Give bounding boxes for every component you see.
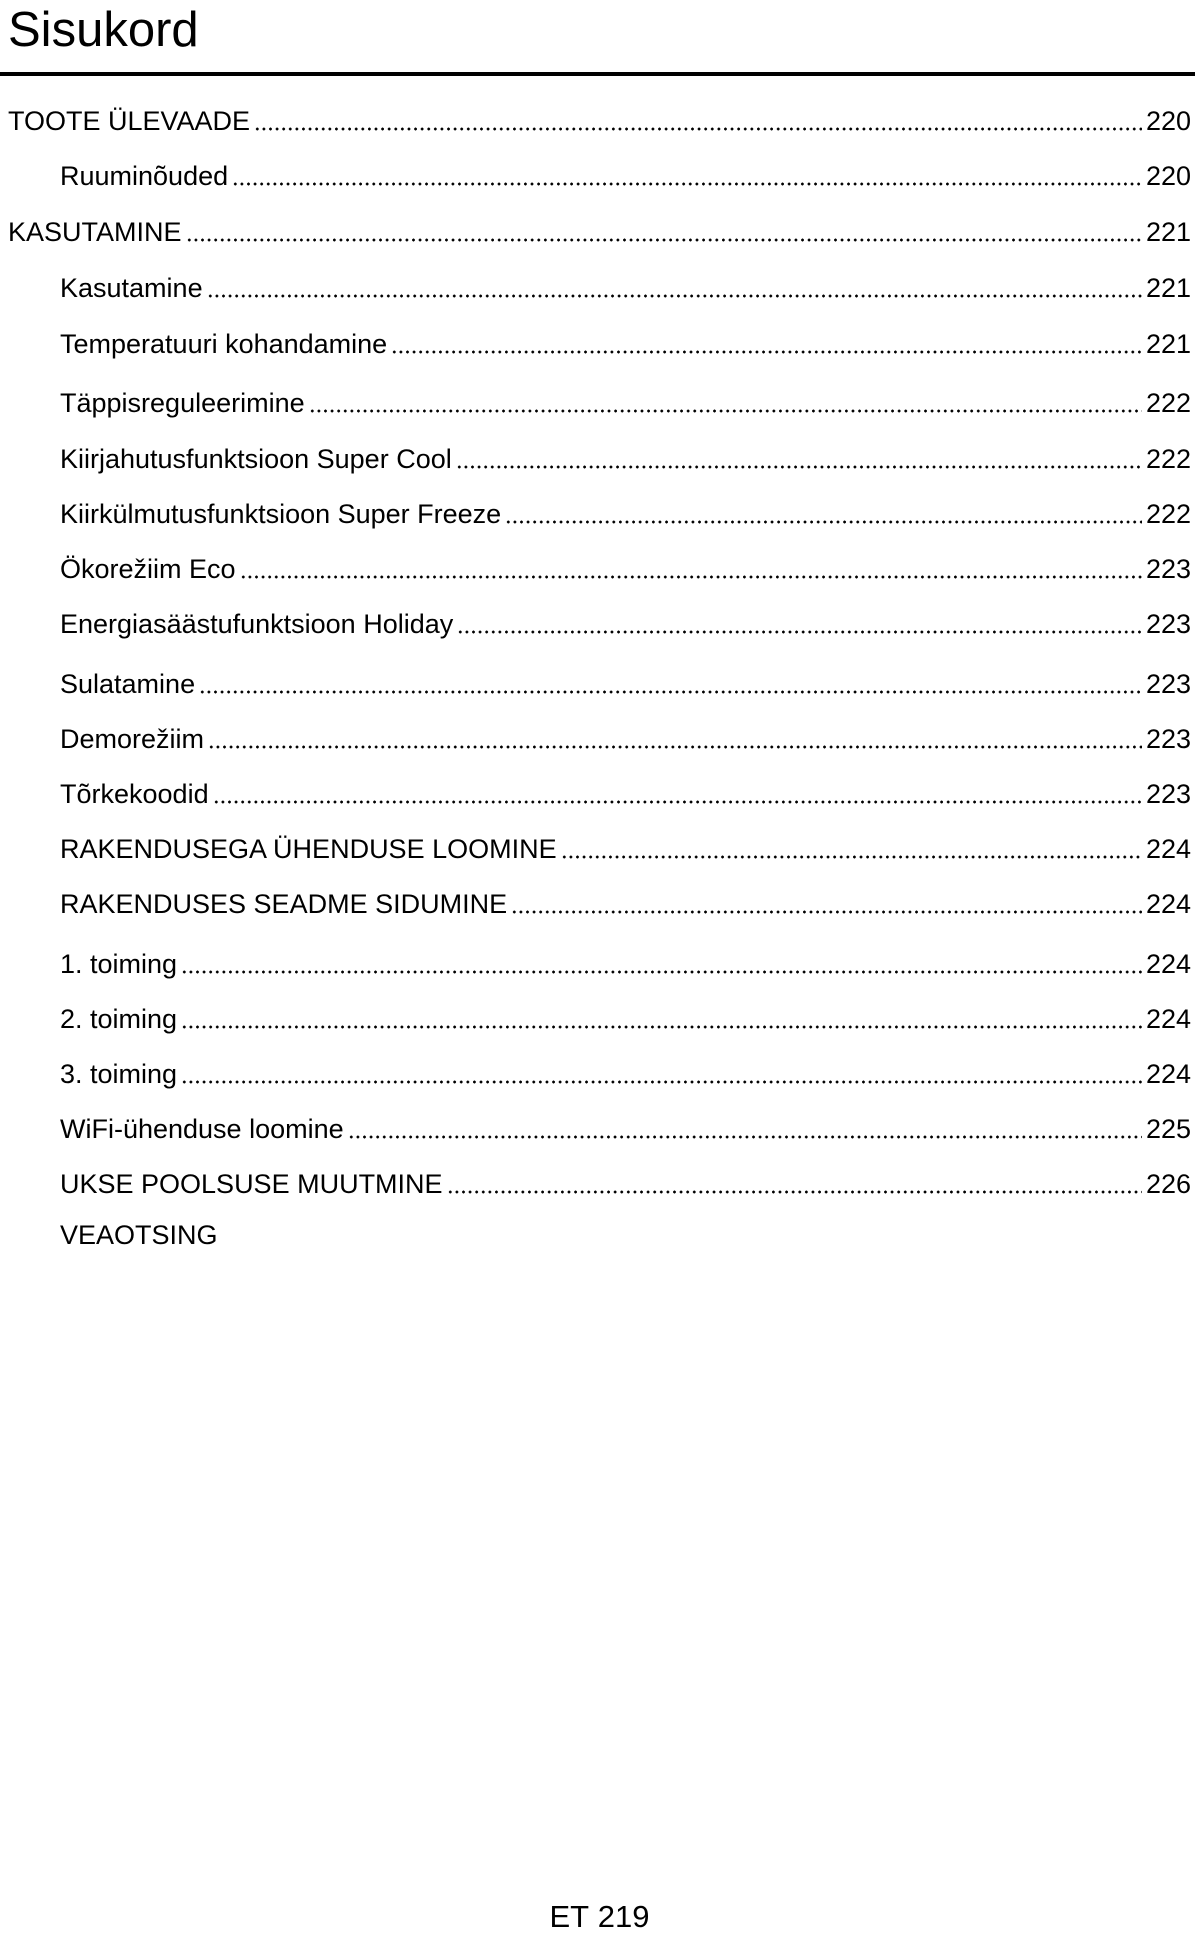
dot-leader	[309, 382, 1142, 414]
toc-entry-kasutamine[interactable]	[60, 265, 1191, 305]
toc-entry-veaotsing[interactable]	[60, 1212, 1191, 1252]
toc-entry-demorezim[interactable]	[60, 716, 1191, 756]
toc-entry-page: 222	[1145, 388, 1191, 418]
dot-leader	[561, 828, 1142, 860]
toc-entry-page: 226	[1145, 1169, 1191, 1199]
toc-entry-page: 223	[1145, 779, 1191, 809]
toc-entry-page: 224	[1145, 1059, 1191, 1089]
footer-language-code: ET	[549, 1899, 590, 1934]
toc-entry-toiming-1[interactable]	[60, 941, 1191, 981]
dot-leader	[505, 493, 1142, 525]
toc-entry-sulatamine[interactable]	[60, 661, 1191, 701]
toc-entry-label: UKSE POOLSUSE MUUTMINE	[60, 1169, 443, 1199]
toc-entry-label: TOOTE ÜLEVAADE	[8, 106, 251, 136]
toc-entry-label: KASUTAMINE	[8, 217, 182, 247]
dot-leader	[181, 998, 1142, 1030]
toc-entry-label: VEAOTSING	[60, 1220, 218, 1250]
toc-entry-rakendusega-uhenduse-loomine[interactable]	[60, 826, 1191, 866]
toc-entry-label: Demorežiim	[60, 724, 205, 754]
toc-entry-super-cool[interactable]	[60, 436, 1191, 476]
toc-entry-page: 222	[1145, 499, 1191, 529]
toc-entry-holiday[interactable]	[60, 601, 1191, 641]
toc-entry-page: 221	[1145, 329, 1191, 359]
toc-entry-page: 223	[1145, 724, 1191, 754]
toc-entry-ukse-poolsuse-muutmine[interactable]	[60, 1161, 1191, 1201]
toc-entry-label: Täppisreguleerimine	[60, 388, 305, 418]
toc-entry-page: 221	[1145, 217, 1191, 247]
dot-leader	[240, 548, 1142, 580]
toc-entry-page: 221	[1145, 273, 1191, 303]
toc-entry-temperatuuri-kohandamine[interactable]	[60, 321, 1191, 361]
toc-entry-toiming-2[interactable]	[60, 996, 1191, 1036]
toc-entry-page: 224	[1145, 889, 1191, 919]
toc-entry-page: 220	[1145, 161, 1191, 191]
toc-entry-label: Sulatamine	[60, 669, 196, 699]
dot-leader	[208, 718, 1142, 750]
toc-entry-label: Kasutamine	[60, 273, 203, 303]
toc-entry-wifi-uhenduse-loomine[interactable]	[60, 1106, 1191, 1146]
dot-leader	[456, 438, 1142, 470]
toc-entry-toote-ulevaade[interactable]	[8, 98, 1191, 138]
toc-entry-label: Tõrkekoodid	[60, 779, 209, 809]
dot-leader	[213, 773, 1142, 805]
toc-entry-label: 1. toiming	[60, 949, 178, 979]
dot-leader	[447, 1163, 1142, 1195]
toc-entry-label: Ökorežiim Eco	[60, 554, 236, 584]
page-footer	[0, 1897, 1199, 1937]
toc-entry-label: 3. toiming	[60, 1059, 178, 1089]
toc-entry-super-freeze[interactable]	[60, 491, 1191, 531]
toc-entry-label: Kiirkülmutusfunktsioon Super Freeze	[60, 499, 502, 529]
toc-entry-page: 224	[1145, 949, 1191, 979]
dot-leader	[207, 267, 1142, 299]
toc-entry-rakenduses-seadme-sidumine[interactable]	[60, 881, 1191, 921]
toc-entry-label: 2. toiming	[60, 1004, 178, 1034]
toc-entry-label: WiFi-ühenduse loomine	[60, 1114, 344, 1144]
dot-leader	[186, 211, 1142, 243]
toc-entry-label: Ruuminõuded	[60, 161, 229, 191]
dot-leader	[511, 883, 1142, 915]
page-title: Sisukord	[8, 3, 199, 57]
toc-entry-page: 223	[1145, 609, 1191, 639]
toc-entry-kasutamine-section[interactable]	[8, 209, 1191, 249]
toc-entry-page: 224	[1145, 834, 1191, 864]
toc-entry-okorezim-eco[interactable]	[60, 546, 1191, 586]
dot-leader	[181, 943, 1142, 975]
toc-entry-torkekoodid[interactable]	[60, 771, 1191, 811]
dot-leader	[199, 663, 1142, 695]
toc-entry-label: Energiasäästufunktsioon Holiday	[60, 609, 454, 639]
dot-leader	[181, 1053, 1142, 1085]
dot-leader	[348, 1108, 1142, 1140]
title-divider	[0, 72, 1195, 76]
footer-page-number: 219	[597, 1899, 650, 1934]
toc-entry-ruuminouded[interactable]	[60, 153, 1191, 193]
toc-entry-page: 220	[1145, 106, 1191, 136]
dot-leader	[232, 155, 1142, 187]
dot-leader	[457, 603, 1142, 635]
toc-entry-toiming-3[interactable]	[60, 1051, 1191, 1091]
toc-entry-page: 222	[1145, 444, 1191, 474]
toc-entry-page: 224	[1145, 1004, 1191, 1034]
toc-entry-page: 225	[1145, 1114, 1191, 1144]
dot-leader	[254, 100, 1142, 132]
toc-entry-label: Temperatuuri kohandamine	[60, 329, 388, 359]
toc-entry-tappisreguleerimine[interactable]	[60, 380, 1191, 420]
dot-leader	[391, 323, 1142, 355]
toc-entry-page: 223	[1145, 554, 1191, 584]
toc-entry-label: RAKENDUSES SEADME SIDUMINE	[60, 889, 508, 919]
toc-entry-label: RAKENDUSEGA ÜHENDUSE LOOMINE	[60, 834, 557, 864]
toc-entry-page: 223	[1145, 669, 1191, 699]
toc-entry-label: Kiirjahutusfunktsioon Super Cool	[60, 444, 452, 474]
